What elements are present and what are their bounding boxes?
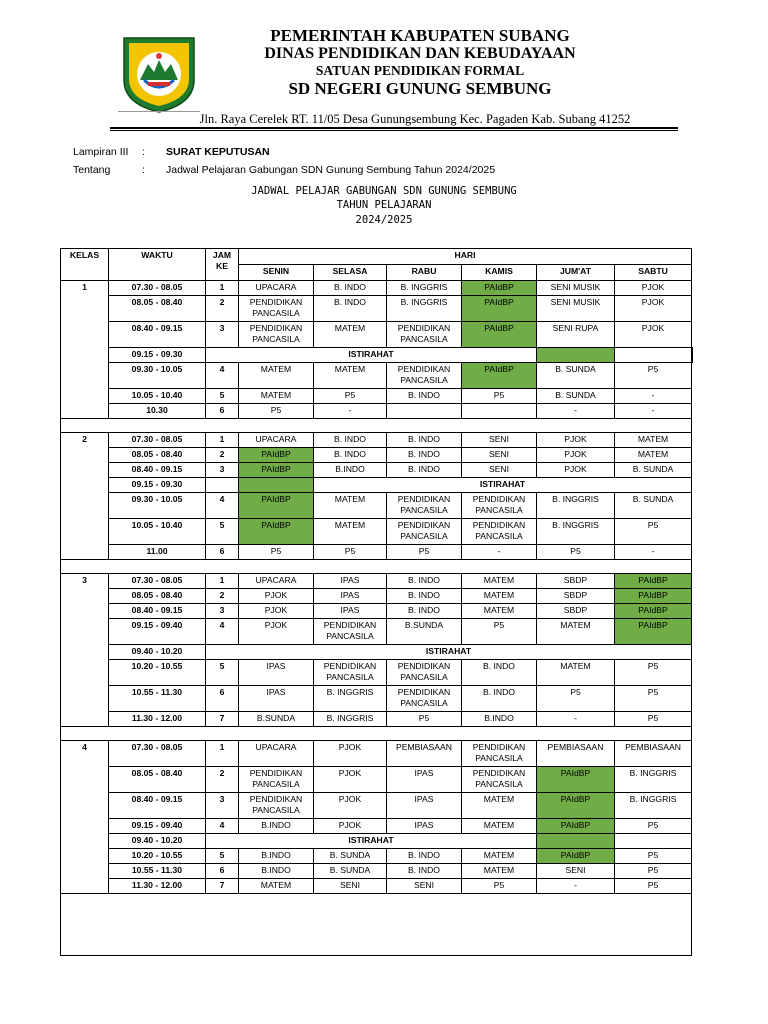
- schedule-row: [61, 463, 693, 478]
- subject-cell: B. INDO: [387, 448, 462, 463]
- schedule-row: [61, 645, 693, 660]
- subject-cell: MATEM: [239, 363, 314, 389]
- subject-cell: B. INDO: [314, 433, 387, 448]
- lesson-number: 1: [206, 741, 239, 767]
- time-slot: 10.55 - 11.30: [109, 864, 206, 879]
- subject-cell: PAIdBP: [239, 463, 314, 478]
- logo-underline: [118, 111, 200, 112]
- schedule-row: [61, 322, 693, 348]
- lesson-number: 6: [206, 686, 239, 712]
- time-slot: 08.05 - 08.40: [109, 448, 206, 463]
- tentang-value: Jadwal Pelajaran Gabungan SDN Gunung Sembung Tahun 2024/2025: [166, 164, 496, 176]
- subject-cell: -: [615, 404, 692, 419]
- subject-cell: SBDP: [537, 589, 615, 604]
- subject-cell: P5: [615, 519, 692, 545]
- subject-cell: PENDIDIKAN PANCASILA: [387, 322, 462, 348]
- subject-cell: B. INDO: [462, 686, 537, 712]
- subject-cell: PENDIDIKAN PANCASILA: [387, 519, 462, 545]
- subject-cell: SENI MUSIK: [537, 281, 615, 296]
- subject-cell: UPACARA: [239, 281, 314, 296]
- subject-cell: MATEM: [462, 793, 537, 819]
- subject-cell: B. INDO: [387, 864, 462, 879]
- subject-cell: PAIdBP: [615, 589, 692, 604]
- subject-cell: PJOK: [314, 741, 387, 767]
- schedule-row: [61, 404, 693, 419]
- subject-cell: PAIdBP: [462, 281, 537, 296]
- subject-cell: PENDIDIKAN PANCASILA: [387, 660, 462, 686]
- break-highlight: [239, 478, 314, 493]
- subject-cell: P5: [314, 545, 387, 560]
- schedule-row: [61, 281, 693, 296]
- subject-cell: -: [615, 545, 692, 560]
- subject-cell: UPACARA: [239, 741, 314, 767]
- lesson-number: 5: [206, 389, 239, 404]
- break-cell: ISTIRAHAT: [206, 834, 537, 849]
- subject-cell: PENDIDIKAN PANCASILA: [314, 619, 387, 645]
- time-slot: 08.05 - 08.40: [109, 296, 206, 322]
- subject-cell: IPAS: [314, 574, 387, 589]
- school-address: Jln. Raya Cerelek RT. 11/05 Desa Gunungsembung Kec. Pagaden Kab. Subang 41252: [199, 112, 631, 126]
- subject-cell: IPAS: [387, 767, 462, 793]
- schedule-row: [61, 849, 693, 864]
- subject-cell: B. SUNDA: [314, 864, 387, 879]
- subject-cell: B. SUNDA: [537, 363, 615, 389]
- subject-cell: PJOK: [239, 619, 314, 645]
- subject-cell: MATEM: [314, 519, 387, 545]
- time-slot: 07.30 - 08.05: [109, 433, 206, 448]
- subject-cell: B. INGGRIS: [314, 712, 387, 727]
- lesson-number: 6: [206, 545, 239, 560]
- subject-cell: -: [537, 404, 615, 419]
- class-spacer-row: [61, 894, 693, 956]
- schedule-row: [61, 363, 693, 389]
- lesson-number: 6: [206, 404, 239, 419]
- time-slot: 08.05 - 08.40: [109, 589, 206, 604]
- subject-cell: PJOK: [615, 281, 692, 296]
- lesson-number: 3: [206, 463, 239, 478]
- time-slot: 10.55 - 11.30: [109, 686, 206, 712]
- subject-cell: MATEM: [314, 322, 387, 348]
- subject-cell: B.INDO: [239, 864, 314, 879]
- schedule-row: [61, 712, 693, 727]
- lesson-number: 2: [206, 296, 239, 322]
- lesson-number: 3: [206, 793, 239, 819]
- subject-cell: MATEM: [537, 619, 615, 645]
- subject-cell: B.INDO: [462, 712, 537, 727]
- subject-cell: PJOK: [615, 296, 692, 322]
- subject-cell: P5: [615, 879, 692, 894]
- subject-cell: -: [314, 404, 387, 419]
- break-empty: [692, 348, 693, 363]
- spacer-cell: [61, 727, 692, 741]
- subject-cell: SENI: [387, 879, 462, 894]
- schedule-row: [61, 589, 693, 604]
- lesson-number: 2: [206, 589, 239, 604]
- subject-cell: MATEM: [462, 574, 537, 589]
- time-slot: 10.20 - 10.55: [109, 660, 206, 686]
- time-slot: 09.40 - 10.20: [109, 834, 206, 849]
- subject-cell: -: [462, 545, 537, 560]
- subject-cell: SENI: [462, 448, 537, 463]
- header-kelas: KELAS: [61, 249, 109, 281]
- lesson-number: 3: [206, 322, 239, 348]
- spacer-cell: [61, 419, 692, 433]
- time-slot: 09.15 - 09.40: [109, 619, 206, 645]
- subject-cell: PENDIDIKAN PANCASILA: [462, 767, 537, 793]
- schedule-row: [61, 864, 693, 879]
- subject-cell: SBDP: [537, 604, 615, 619]
- subject-cell: B. INGGRIS: [615, 793, 692, 819]
- schedule-row: [61, 545, 693, 560]
- subject-cell: SENI MUSIK: [537, 296, 615, 322]
- subject-cell: P5: [615, 849, 692, 864]
- subject-cell: PENDIDIKAN PANCASILA: [314, 660, 387, 686]
- subject-cell: -: [537, 712, 615, 727]
- subject-cell: PJOK: [615, 322, 692, 348]
- lesson-number: 4: [206, 619, 239, 645]
- schedule-row: [61, 296, 693, 322]
- schedule-row: [61, 493, 693, 519]
- lesson-number: 2: [206, 448, 239, 463]
- schedule-row: [61, 604, 693, 619]
- subject-cell: PEMBIASAAN: [387, 741, 462, 767]
- subject-cell: B. INGGRIS: [387, 281, 462, 296]
- subject-cell: B. INGGRIS: [387, 296, 462, 322]
- subject-cell: PAIdBP: [615, 604, 692, 619]
- lesson-number: 5: [206, 660, 239, 686]
- schedule-row: [61, 686, 693, 712]
- letterhead-line-3: SATUAN PENDIDIKAN FORMAL: [315, 63, 525, 78]
- lesson-number: 7: [206, 712, 239, 727]
- header-hari: HARI: [239, 249, 692, 265]
- time-slot: 08.40 - 09.15: [109, 604, 206, 619]
- tentang-label: Tentang: [73, 164, 111, 176]
- subject-cell: IPAS: [239, 660, 314, 686]
- break-empty: [615, 348, 692, 363]
- schedule-row: [61, 834, 693, 849]
- subject-cell: MATEM: [239, 879, 314, 894]
- schedule-row: [61, 879, 693, 894]
- subject-cell: PAIdBP: [239, 448, 314, 463]
- time-slot: 09.15 - 09.30: [109, 348, 206, 363]
- subject-cell: P5: [314, 389, 387, 404]
- subject-cell: PJOK: [239, 604, 314, 619]
- lampiran-value: SURAT KEPUTUSAN: [166, 146, 270, 158]
- schedule-table: [60, 248, 693, 956]
- header-jam: JAM KE: [206, 249, 239, 281]
- subject-cell: PJOK: [537, 433, 615, 448]
- subject-cell: B.INDO: [314, 463, 387, 478]
- subject-cell: B. INGGRIS: [537, 519, 615, 545]
- subject-cell: B. SUNDA: [615, 463, 692, 478]
- subject-cell: SENI: [314, 879, 387, 894]
- lampiran-colon: :: [142, 146, 145, 158]
- subject-cell: B. INDO: [387, 574, 462, 589]
- letterhead-rule-thick: [110, 127, 678, 129]
- header-day: SABTU: [615, 265, 692, 281]
- lesson-number: 5: [206, 849, 239, 864]
- subject-cell: P5: [387, 545, 462, 560]
- time-slot: 09.15 - 09.30: [109, 478, 206, 493]
- subject-cell: MATEM: [314, 363, 387, 389]
- lesson-number: 1: [206, 281, 239, 296]
- subject-cell: PJOK: [537, 463, 615, 478]
- schedule-row: [61, 574, 693, 589]
- schedule-title-line-1: JADWAL PELAJAR GABUNGAN SDN GUNUNG SEMBUNG: [251, 185, 517, 197]
- header-waktu: WAKTU: [109, 249, 206, 281]
- subject-cell: MATEM: [615, 448, 692, 463]
- subject-cell: MATEM: [537, 660, 615, 686]
- subject-cell: PENDIDIKAN PANCASILA: [239, 296, 314, 322]
- subject-cell: PENDIDIKAN PANCASILA: [239, 767, 314, 793]
- time-slot: 10.05 - 10.40: [109, 519, 206, 545]
- subject-cell: P5: [615, 363, 692, 389]
- spacer-cell: [61, 560, 692, 574]
- subject-cell: B. SUNDA: [314, 849, 387, 864]
- subject-cell: P5: [615, 864, 692, 879]
- subject-cell: PENDIDIKAN PANCASILA: [387, 363, 462, 389]
- subject-cell: PAIdBP: [462, 363, 537, 389]
- subject-cell: SBDP: [537, 574, 615, 589]
- subang-regency-logo: [118, 34, 200, 114]
- subject-cell: MATEM: [615, 433, 692, 448]
- subject-cell: -: [537, 879, 615, 894]
- subject-cell: B. INGGRIS: [615, 767, 692, 793]
- class-number: 1: [61, 281, 109, 419]
- subject-cell: PENDIDIKAN PANCASILA: [239, 793, 314, 819]
- subject-cell: B. INDO: [462, 660, 537, 686]
- spacer-cell: [61, 894, 692, 956]
- subject-cell: B. INDO: [387, 389, 462, 404]
- schedule-row: [61, 519, 693, 545]
- time-slot: 09.30 - 10.05: [109, 363, 206, 389]
- subject-cell: [387, 404, 462, 419]
- lesson-number: 5: [206, 519, 239, 545]
- subject-cell: UPACARA: [239, 574, 314, 589]
- subject-cell: IPAS: [314, 589, 387, 604]
- subject-cell: PENDIDIKAN PANCASILA: [462, 741, 537, 767]
- break-cell: ISTIRAHAT: [206, 645, 692, 660]
- subject-cell: PEMBIASAAN: [537, 741, 615, 767]
- subject-cell: SENI: [462, 463, 537, 478]
- subject-cell: B. INGGRIS: [537, 493, 615, 519]
- break-empty: [615, 834, 692, 849]
- subject-cell: PENDIDIKAN PANCASILA: [462, 493, 537, 519]
- subject-cell: PAIdBP: [537, 767, 615, 793]
- subject-cell: B. INDO: [387, 589, 462, 604]
- schedule-row: [61, 660, 693, 686]
- lesson-number: 2: [206, 767, 239, 793]
- subject-cell: IPAS: [387, 819, 462, 834]
- lesson-number: 1: [206, 433, 239, 448]
- schedule-body: [61, 281, 693, 956]
- subject-cell: PAIdBP: [462, 322, 537, 348]
- lesson-number: 4: [206, 363, 239, 389]
- subject-cell: PAIdBP: [537, 819, 615, 834]
- time-slot: 11.00: [109, 545, 206, 560]
- time-slot: 10.05 - 10.40: [109, 389, 206, 404]
- subject-cell: P5: [615, 686, 692, 712]
- subject-cell: PENDIDIKAN PANCASILA: [387, 493, 462, 519]
- subject-cell: P5: [462, 879, 537, 894]
- subject-cell: IPAS: [314, 604, 387, 619]
- subject-cell: MATEM: [462, 849, 537, 864]
- subject-cell: MATEM: [239, 389, 314, 404]
- subject-cell: MATEM: [462, 604, 537, 619]
- letterhead-line-1: PEMERINTAH KABUPATEN SUBANG: [270, 26, 570, 45]
- subject-cell: PAIdBP: [615, 574, 692, 589]
- subject-cell: PENDIDIKAN PANCASILA: [387, 686, 462, 712]
- subject-cell: P5: [615, 660, 692, 686]
- subject-cell: P5: [387, 712, 462, 727]
- time-slot: 07.30 - 08.05: [109, 574, 206, 589]
- subject-cell: P5: [239, 404, 314, 419]
- break-cell: ISTIRAHAT: [206, 348, 537, 363]
- subject-cell: PEMBIASAAN: [615, 741, 692, 767]
- schedule-row: [61, 819, 693, 834]
- subject-cell: B. INDO: [314, 296, 387, 322]
- subject-cell: SENI RUPA: [537, 322, 615, 348]
- subject-cell: PJOK: [314, 819, 387, 834]
- time-slot: 08.40 - 09.15: [109, 463, 206, 478]
- class-number: 3: [61, 574, 109, 727]
- lesson-number: 4: [206, 493, 239, 519]
- time-slot: 09.40 - 10.20: [109, 645, 206, 660]
- subject-cell: PJOK: [314, 793, 387, 819]
- time-slot: 09.15 - 09.40: [109, 819, 206, 834]
- time-slot: 08.05 - 08.40: [109, 767, 206, 793]
- subject-cell: PENDIDIKAN PANCASILA: [462, 519, 537, 545]
- schedule-row: [61, 741, 693, 767]
- time-slot: 10.20 - 10.55: [109, 849, 206, 864]
- subject-cell: PENDIDIKAN PANCASILA: [239, 322, 314, 348]
- subject-cell: SENI: [537, 864, 615, 879]
- subject-cell: PAIdBP: [537, 793, 615, 819]
- subject-cell: IPAS: [387, 793, 462, 819]
- subject-cell: PAIdBP: [239, 519, 314, 545]
- time-slot: 07.30 - 08.05: [109, 281, 206, 296]
- subject-cell: B.SUNDA: [239, 712, 314, 727]
- letterhead: [200, 26, 640, 98]
- subject-cell: B. INGGRIS: [314, 686, 387, 712]
- schedule-row: [61, 793, 693, 819]
- header-day: RABU: [387, 265, 462, 281]
- time-slot: 08.40 - 09.15: [109, 322, 206, 348]
- subject-cell: PAIdBP: [615, 619, 692, 645]
- subject-cell: P5: [462, 389, 537, 404]
- subject-cell: B. INDO: [314, 448, 387, 463]
- subject-cell: IPAS: [239, 686, 314, 712]
- break-highlight: [537, 348, 615, 363]
- subject-cell: B. INDO: [387, 433, 462, 448]
- schedule-row: [61, 767, 693, 793]
- subject-cell: B.INDO: [239, 819, 314, 834]
- subject-cell: MATEM: [462, 864, 537, 879]
- break-empty: [206, 478, 239, 493]
- tentang-colon: :: [142, 164, 145, 176]
- subject-cell: P5: [615, 819, 692, 834]
- schedule-row: [61, 389, 693, 404]
- schedule-row: [61, 478, 693, 493]
- time-slot: 11.30 - 12.00: [109, 879, 206, 894]
- lesson-number: 6: [206, 864, 239, 879]
- time-slot: 08.40 - 09.15: [109, 793, 206, 819]
- schedule-row: [61, 619, 693, 645]
- lesson-number: 7: [206, 879, 239, 894]
- subject-cell: P5: [239, 545, 314, 560]
- subject-cell: PJOK: [314, 767, 387, 793]
- subject-cell: PAIdBP: [239, 493, 314, 519]
- subject-cell: P5: [537, 686, 615, 712]
- subject-cell: PAIdBP: [462, 296, 537, 322]
- schedule-row: [61, 433, 693, 448]
- schedule-title-line-2: TAHUN PELAJARAN: [336, 199, 432, 211]
- subject-cell: SENI: [462, 433, 537, 448]
- time-slot: 07.30 - 08.05: [109, 741, 206, 767]
- subject-cell: PJOK: [239, 589, 314, 604]
- schedule-title-line-3: 2024/2025: [355, 214, 413, 226]
- class-number: 2: [61, 433, 109, 560]
- subject-cell: B. INDO: [387, 463, 462, 478]
- lesson-number: 4: [206, 819, 239, 834]
- class-spacer-row: [61, 419, 693, 433]
- subject-cell: B. INDO: [314, 281, 387, 296]
- letterhead-line-2: DINAS PENDIDIKAN DAN KEBUDAYAAN: [264, 45, 576, 62]
- subject-cell: [462, 404, 537, 419]
- subject-cell: P5: [462, 619, 537, 645]
- schedule-row: [61, 448, 693, 463]
- header-day: KAMIS: [462, 265, 537, 281]
- subject-cell: B. INDO: [387, 604, 462, 619]
- subject-cell: P5: [537, 545, 615, 560]
- subject-cell: PJOK: [537, 448, 615, 463]
- class-spacer-row: [61, 727, 693, 741]
- header-day: SENIN: [239, 265, 314, 281]
- subject-cell: B. INDO: [387, 849, 462, 864]
- schedule-row: [61, 348, 693, 363]
- subject-cell: UPACARA: [239, 433, 314, 448]
- class-spacer-row: [61, 560, 693, 574]
- subject-cell: B. SUNDA: [537, 389, 615, 404]
- time-slot: 09.30 - 10.05: [109, 493, 206, 519]
- lesson-number: 3: [206, 604, 239, 619]
- subject-cell: MATEM: [462, 589, 537, 604]
- time-slot: 10.30: [109, 404, 206, 419]
- subject-cell: P5: [615, 712, 692, 727]
- subject-cell: -: [615, 389, 692, 404]
- time-slot: 11.30 - 12.00: [109, 712, 206, 727]
- letterhead-rule-thin: [110, 130, 678, 131]
- subject-cell: MATEM: [462, 819, 537, 834]
- header-day: JUM'AT: [537, 265, 615, 281]
- class-number: 4: [61, 741, 109, 894]
- subject-cell: B.INDO: [239, 849, 314, 864]
- subject-cell: B.SUNDA: [387, 619, 462, 645]
- lesson-number: 1: [206, 574, 239, 589]
- break-highlight: [537, 834, 615, 849]
- header-day: SELASA: [314, 265, 387, 281]
- subject-cell: B. SUNDA: [615, 493, 692, 519]
- lampiran-label: Lampiran III: [73, 146, 129, 158]
- break-cell: ISTIRAHAT: [314, 478, 692, 493]
- subject-cell: MATEM: [314, 493, 387, 519]
- subject-cell: PAIdBP: [537, 849, 615, 864]
- letterhead-line-4: SD NEGERI GUNUNG SEMBUNG: [288, 79, 552, 98]
